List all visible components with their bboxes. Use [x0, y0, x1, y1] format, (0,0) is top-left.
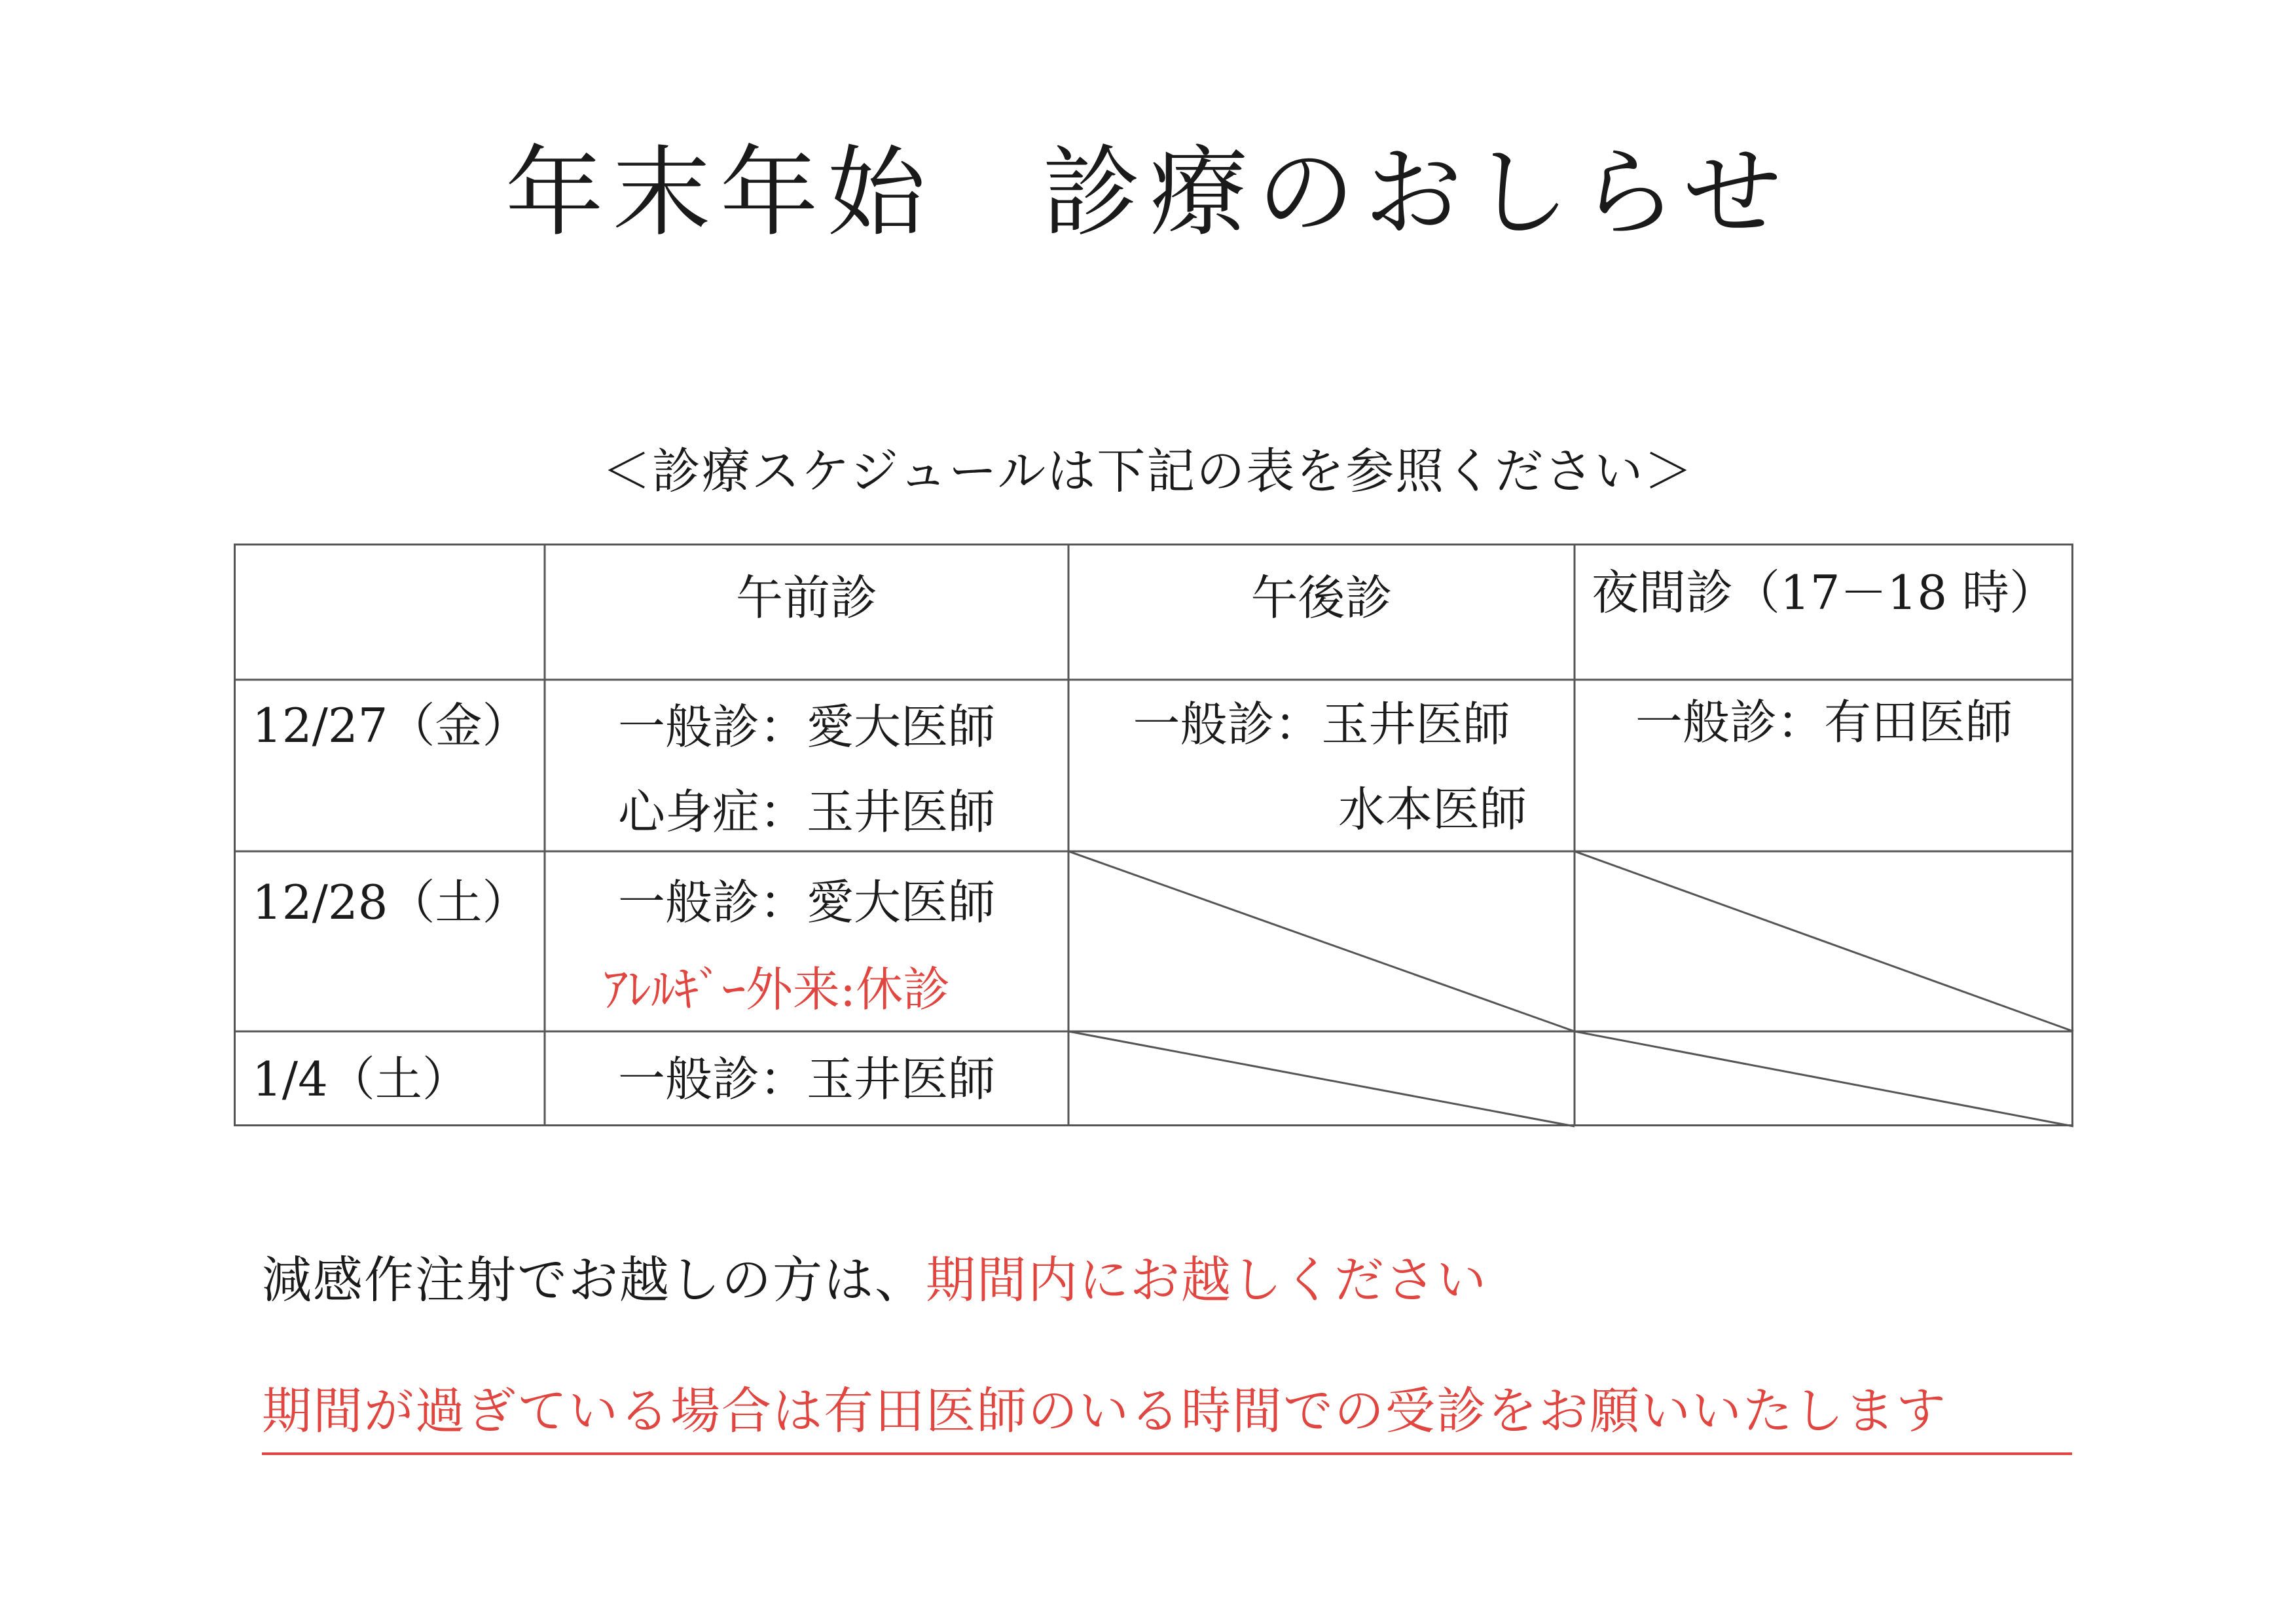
night-entry: 一般診：有田医師 [1635, 695, 2013, 750]
injection-notice-text: 減感作注射でお越しの方は、 [262, 1251, 926, 1309]
allergy-clinic-closed: ｱﾚﾙｷﾞｰ外来:休診 [604, 962, 951, 1017]
page-title: 年末年始 診療のおしらせ [505, 136, 1791, 250]
morning-entry: 一般診：愛大医師 [617, 875, 995, 930]
no-clinic-diagonal [1068, 851, 1575, 1031]
schedule-table [234, 544, 2073, 1126]
no-clinic-diagonal [1575, 1031, 2073, 1126]
header-morning: 午前診 [735, 570, 877, 625]
notice-underline [262, 1452, 2072, 1455]
morning-entry: 一般診：愛大医師 [617, 699, 995, 754]
afternoon-entry: 一般診：玉井医師 [1133, 697, 1510, 752]
morning-entry: 心身症：玉井医師 [617, 784, 995, 840]
row-date: 12/28（土） [252, 875, 530, 930]
no-clinic-diagonal [1068, 1031, 1575, 1126]
morning-entry: 一般診：玉井医師 [617, 1052, 995, 1107]
injection-notice-highlight: 期間内にお越しください [926, 1251, 1487, 1309]
afternoon-entry: 水本医師 [1338, 782, 1527, 837]
injection-notice [262, 1244, 1487, 1316]
no-clinic-diagonal [1575, 851, 2073, 1031]
header-night: 夜間診（17－18 時） [1591, 565, 2057, 620]
after-period-notice: 期間が過ぎている場合は有田医師のいる時間での受診をお願いいたします [262, 1382, 1947, 1440]
row-date: 1/4（土） [252, 1052, 469, 1107]
row-date: 12/27（金） [252, 698, 530, 753]
header-afternoon: 午後診 [1250, 570, 1393, 625]
schedule-instruction: ＜診療スケジュールは下記の表を参照ください＞ [602, 443, 1694, 500]
